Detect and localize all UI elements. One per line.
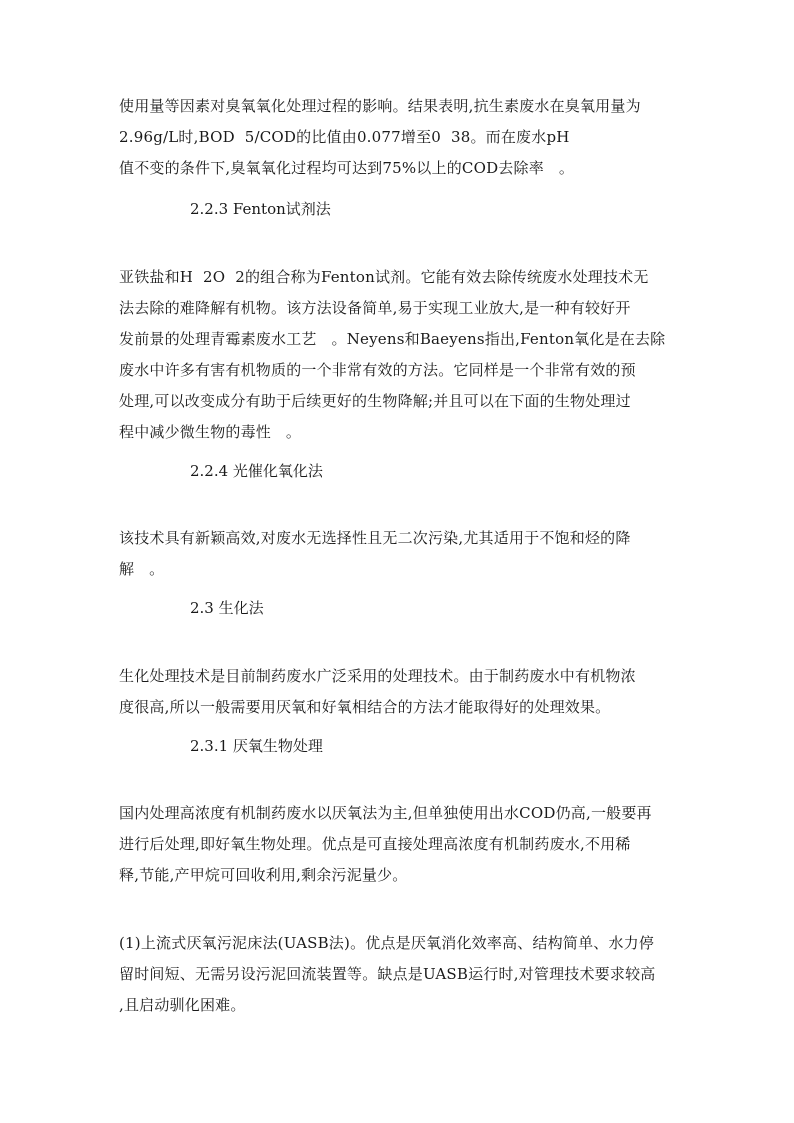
paragraph-line: 值不变的条件下,臭氧氧化过程均可达到75%以上的COD去除率 。 <box>119 159 575 177</box>
section-heading: 2.3.1 厌氧生物处理 <box>190 737 323 755</box>
paragraph-line: 处理,可以改变成分有助于后续更好的生物降解;并且可以在下面的生物处理过 <box>119 392 631 410</box>
section-heading: 2.3 生化法 <box>190 599 264 617</box>
paragraph-line: 生化处理技术是目前制药废水广泛采用的处理技术。由于制药废水中有机物浓 <box>119 667 636 685</box>
paragraph-line: 法去除的难降解有机物。该方法设备简单,易于实现工业放大,是一种有较好开 <box>119 299 631 317</box>
paragraph-line: 解 。 <box>119 560 165 578</box>
paragraph-line: (1)上流式厌氧污泥床法(UASB法)。优点是厌氧消化效率高、结构简单、水力停 <box>119 934 655 952</box>
paragraph-line: 国内处理高浓度有机制药废水以厌氧法为主,但单独使用出水COD仍高,一般要再 <box>119 804 652 822</box>
paragraph-line: ,且启动驯化困难。 <box>119 996 246 1014</box>
paragraph-line: 留时间短、无需另设污泥回流装置等。缺点是UASB运行时,对管理技术要求较高 <box>119 965 656 983</box>
paragraph-line: 废水中许多有害有机物质的一个非常有效的方法。它同样是一个非常有效的预 <box>119 361 636 379</box>
section-heading: 2.2.4 光催化氧化法 <box>190 462 323 480</box>
paragraph-line: 该技术具有新颖高效,对废水无选择性且无二次污染,尤其适用于不饱和烃的降 <box>119 529 631 547</box>
paragraph-line: 度很高,所以一般需要用厌氧和好氧相结合的方法才能取得好的处理效果。 <box>119 698 611 716</box>
paragraph-line: 程中减少微生物的毒性 。 <box>119 423 302 441</box>
paragraph-line: 释,节能,产甲烷可回收利用,剩余污泥量少。 <box>119 866 408 884</box>
section-heading: 2.2.3 Fenton试剂法 <box>190 200 331 218</box>
paragraph-line: 发前景的处理青霉素废水工艺 。Neyens和Baeyens指出,Fenton氧化是在去除 <box>119 330 666 348</box>
paragraph-line: 使用量等因素对臭氧氧化处理过程的影响。结果表明,抗生素废水在臭氧用量为 <box>119 97 641 115</box>
paragraph-line: 2.96g/L时,BOD 5/COD的比值由0.077增至0 38。而在废水pH <box>119 128 570 146</box>
paragraph-line: 亚铁盐和H 2O 2的组合称为Fenton试剂。它能有效去除传统废水处理技术无 <box>119 268 649 286</box>
paragraph-line: 进行后处理,即好氧生物处理。优点是可直接处理高浓度有机制药废水,不用稀 <box>119 835 631 853</box>
